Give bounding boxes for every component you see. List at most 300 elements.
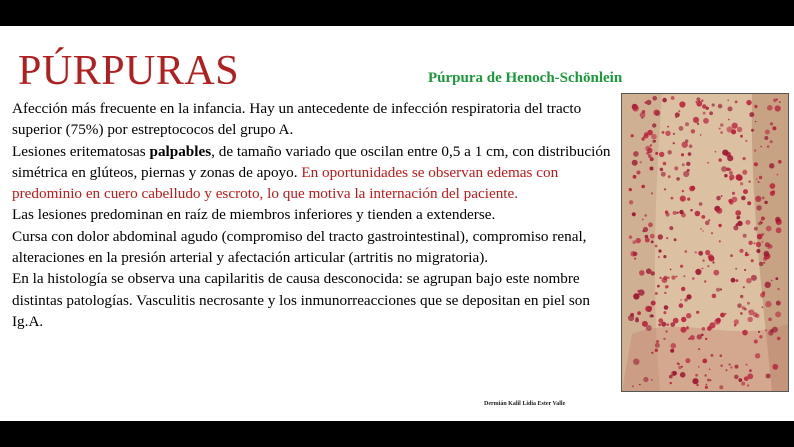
lesion-spot: [679, 210, 683, 214]
lesion-spot: [762, 197, 765, 200]
lesion-spot: [741, 382, 745, 386]
slide-title: PÚRPURAS: [18, 48, 240, 94]
lesion-spot: [664, 188, 666, 190]
lesion-spot: [739, 249, 743, 253]
lesion-spot: [656, 340, 659, 343]
lesion-spot: [641, 137, 644, 140]
lesion-spot: [680, 299, 682, 301]
bold-text: palpables: [149, 142, 212, 160]
lesion-spot: [660, 168, 664, 172]
lesion-spot: [729, 200, 733, 204]
lesion-spot: [706, 384, 708, 386]
lesion-spot: [633, 151, 639, 157]
lesion-spot: [703, 112, 706, 115]
lesion-spot: [693, 117, 699, 123]
lesion-spot: [645, 306, 651, 312]
lesion-spot: [686, 313, 691, 318]
lesion-spot: [640, 161, 642, 163]
lesion-spot: [758, 181, 760, 183]
lesion-spot: [729, 175, 734, 180]
lesion-spot: [633, 252, 638, 257]
lesion-spot: [748, 241, 752, 245]
lesion-spot: [735, 365, 739, 369]
lesion-spot: [710, 379, 712, 381]
lesion-spot: [650, 234, 655, 239]
lesion-spot: [743, 157, 746, 160]
lesion-spot: [695, 269, 701, 275]
lesion-spot: [772, 126, 776, 130]
purpura-leg-photo: [621, 93, 789, 392]
lesion-spot: [660, 277, 662, 279]
lesion-spot: [663, 311, 666, 314]
lesion-spot: [673, 142, 675, 144]
lesion-spot: [730, 366, 732, 368]
lesion-spot: [657, 285, 660, 288]
slide: [0, 26, 794, 421]
lesion-spot: [766, 226, 772, 232]
lesion-spot: [663, 338, 665, 340]
lesion-spot: [645, 146, 650, 151]
lesion-spot: [640, 112, 646, 118]
lesion-spot: [661, 172, 666, 177]
lesion-spot: [670, 349, 674, 353]
paragraph-text: Lesiones eritematosas: [12, 142, 150, 160]
lesion-spot: [756, 249, 760, 253]
lesion-spot: [756, 178, 758, 180]
lesion-spot: [651, 192, 653, 194]
lesion-spot: [712, 103, 715, 106]
lesion-spot: [692, 378, 698, 384]
lesion-spot: [747, 384, 749, 386]
lesion-spot: [644, 214, 647, 217]
lesion-spot: [643, 377, 648, 382]
lesion-spot: [668, 175, 671, 178]
lesion-spot: [749, 181, 751, 183]
lesion-spot: [630, 313, 634, 317]
lesion-spot: [642, 219, 644, 221]
lesion-spot: [743, 189, 748, 194]
lesion-spot: [748, 317, 753, 322]
lesion-spot: [678, 110, 680, 112]
lesion-spot: [663, 255, 666, 258]
lesion-spot: [743, 234, 747, 238]
lesion-spot: [770, 140, 773, 143]
lesion-spot: [711, 232, 713, 234]
lesion-spot: [776, 227, 782, 233]
lesion-spot: [735, 101, 738, 104]
lesion-spot: [745, 253, 748, 256]
lesion-spot: [671, 343, 677, 349]
lesion-spot: [728, 106, 733, 111]
lesion-spot: [740, 182, 743, 185]
lesion-spot: [651, 379, 653, 381]
body-paragraph: [12, 226, 614, 269]
lesion-spot: [765, 242, 770, 247]
lesion-spot: [695, 374, 698, 377]
lesion-spot: [741, 196, 746, 201]
lesion-spot: [659, 152, 664, 157]
lesion-spot: [758, 222, 761, 225]
lesion-spot: [682, 163, 685, 166]
lesion-spot: [681, 327, 687, 333]
lesion-spot: [633, 293, 639, 299]
lesion-spot: [770, 122, 773, 125]
lesion-spot: [729, 168, 732, 171]
lesion-spot: [637, 290, 639, 292]
lesion-spot: [671, 276, 675, 280]
lesion-spot: [773, 99, 777, 103]
lesion-spot: [695, 101, 697, 103]
lesion-spot: [632, 212, 636, 216]
lesion-spot: [629, 188, 632, 191]
paragraph-text: Las lesiones predominan en raíz de miembros inferiores y tienden a extenderse.: [12, 206, 496, 224]
lesion-spot: [742, 170, 747, 175]
lesion-spot: [755, 196, 761, 202]
lesion-spot: [765, 301, 771, 307]
lesion-spot: [679, 303, 684, 308]
lesion-spot: [746, 364, 748, 366]
lesion-spot: [729, 364, 731, 366]
lesion-spot: [775, 311, 781, 317]
lesion-spot: [671, 96, 675, 100]
lesion-spot: [770, 183, 776, 189]
lesion-spot: [775, 277, 778, 280]
credit-text: Dermián Kalil Lidia Ester Valle: [484, 401, 566, 407]
lesion-spot: [724, 174, 727, 177]
lesion-spot: [645, 238, 650, 243]
lesion-spot: [777, 337, 781, 341]
lesion-spot: [676, 177, 680, 181]
lesion-spot: [765, 329, 767, 331]
lesion-spot: [754, 340, 758, 344]
lesion-spot: [740, 312, 743, 315]
lesion-spot: [684, 298, 688, 302]
lesion-spot: [699, 202, 703, 206]
lesion-spot: [716, 208, 722, 214]
lesion-spot: [737, 221, 742, 226]
lesion-spot: [658, 318, 663, 323]
lesion-spot: [652, 123, 656, 127]
lesion-spot: [648, 154, 652, 158]
lesion-spot: [755, 353, 760, 358]
lesion-spot: [764, 251, 770, 257]
lesion-spot: [698, 348, 700, 350]
lesion-spot: [665, 285, 668, 288]
lesion-spot: [720, 365, 722, 367]
lesion-spot: [662, 131, 665, 134]
lesion-spot: [735, 268, 737, 270]
body-paragraph: [12, 141, 614, 205]
lesion-spot: [765, 130, 770, 135]
lesion-spot: [698, 366, 700, 368]
lesion-spot: [751, 129, 754, 132]
lesion-spot: [632, 105, 638, 111]
lesion-spot: [711, 354, 714, 357]
lesion-spot: [697, 334, 702, 339]
lesion-spot: [707, 326, 712, 331]
lesion-spot: [700, 228, 702, 230]
lesion-spot: [763, 262, 765, 264]
lesion-spot: [701, 215, 705, 219]
lesion-spot: [727, 99, 729, 101]
lesion-spot: [720, 313, 725, 318]
lesion-spot: [764, 201, 767, 204]
lesion-spot: [749, 112, 754, 117]
lesion-spot: [707, 162, 709, 164]
lesion-spot: [716, 196, 721, 201]
lesion-spot: [651, 352, 653, 354]
body-paragraph: [12, 98, 614, 141]
lesion-spot: [747, 201, 751, 205]
lesion-spot: [749, 369, 752, 372]
lesion-spot: [655, 245, 658, 248]
lesion-spot: [732, 192, 735, 195]
lesion-spot: [633, 359, 639, 365]
lesion-spot: [696, 97, 700, 101]
lesion-spot: [712, 294, 717, 299]
lesion-spot: [701, 268, 703, 270]
lesion-spot: [691, 129, 695, 133]
highlighted-text: En oportunidades se observan edemas con predominio en cuero cabelludo y escroto, lo que motiva la internación del paciente.: [12, 163, 559, 203]
lesion-spot: [666, 323, 669, 326]
lesion-spot: [762, 241, 764, 243]
lesion-spot: [776, 301, 781, 306]
lesion-spot: [655, 110, 661, 116]
lesion-spot: [645, 101, 647, 103]
lesion-spot: [692, 277, 695, 280]
lesion-spot: [748, 309, 754, 315]
lesion-spot: [715, 151, 717, 153]
lesion-spot: [683, 275, 685, 277]
lesion-spot: [642, 321, 648, 327]
lesion-spot: [765, 282, 771, 288]
lesion-spot: [754, 162, 758, 166]
lesion-spot: [702, 359, 707, 364]
skin-lesions-image: [622, 94, 788, 391]
lesion-spot: [665, 131, 670, 136]
lesion-spot: [663, 276, 667, 280]
lesion-spot: [731, 278, 736, 283]
lesion-spot: [760, 146, 762, 148]
lesion-spot: [639, 270, 645, 276]
lesion-spot: [738, 378, 742, 382]
lesion-spot: [637, 311, 641, 315]
lesion-spot: [685, 358, 690, 363]
paragraph-text: Cursa con dolor abdominal agudo (compromiso del tracto gastrointestinal), compromiso renal, alteraciones en la presión arterial y afectación articular (artritis no migratoria).: [12, 227, 587, 267]
lesion-spot: [719, 240, 721, 242]
lesion-spot: [759, 262, 763, 266]
lesion-spot: [704, 374, 706, 376]
lesion-spot: [673, 318, 679, 324]
body-text: [12, 98, 614, 332]
lesion-spot: [747, 302, 750, 305]
lesion-spot: [721, 195, 723, 197]
lesion-spot: [779, 101, 781, 103]
lesion-spot: [696, 384, 698, 386]
lesion-spot: [761, 217, 765, 221]
image-caption: Púrpura de Henoch-Schönlein: [428, 70, 623, 86]
lesion-spot: [775, 105, 781, 111]
lesion-spot: [666, 330, 668, 332]
lesion-spot: [673, 211, 677, 215]
lesion-spot: [740, 135, 743, 138]
lesion-spot: [662, 98, 667, 103]
lesion-spot: [695, 211, 701, 217]
lesion-spot: [778, 160, 782, 164]
lesion-spot: [712, 261, 714, 263]
lesion-spot: [634, 258, 636, 260]
lesion-spot: [683, 171, 689, 177]
lesion-spot: [690, 209, 692, 211]
lesion-spot: [709, 111, 713, 115]
lesion-spot: [734, 375, 739, 380]
lesion-spot: [664, 305, 669, 310]
lesion-spot: [747, 373, 753, 379]
lesion-spot: [770, 191, 775, 196]
lesion-spot: [709, 256, 715, 262]
lesion-spot: [681, 366, 683, 368]
lesion-spot: [722, 150, 728, 156]
lesion-spot: [751, 259, 754, 262]
lesion-spot: [772, 364, 778, 370]
paragraph-text: En la histología se observa una capilaritis de causa desconocida: se agrupan bajo este nombre distintas patologías. Vasculitis necrosante y los inmunorreacciones que se depositan en piel son Ig.A.: [12, 270, 590, 330]
lesion-spot: [771, 280, 773, 282]
lesion-spot: [680, 265, 683, 268]
lesion-spot: [631, 134, 634, 137]
lesion-spot: [756, 242, 761, 247]
lesion-spot: [636, 317, 639, 320]
lesion-spot: [663, 162, 667, 166]
lesion-spot: [681, 317, 686, 322]
lesion-spot: [777, 288, 779, 290]
lesion-spot: [732, 123, 738, 129]
lesion-spot: [716, 318, 721, 323]
lesion-spot: [648, 222, 653, 227]
lesion-spot: [733, 225, 738, 230]
lesion-spot: [691, 186, 696, 191]
lesion-spot: [679, 126, 684, 131]
lesion-spot: [681, 153, 684, 156]
lesion-spot: [768, 247, 770, 249]
lesion-spot: [687, 198, 690, 201]
lesion-spot: [720, 131, 723, 134]
lesion-spot: [762, 306, 764, 308]
lesion-spot: [763, 257, 767, 261]
paragraph-text: Afección más frecuente en la infancia. Hay un antecedente de infección respiratoria del tracto superior (75%) por estreptococos del grupo A.: [12, 100, 582, 139]
lesion-spot: [755, 121, 757, 123]
lesion-spot: [651, 314, 654, 317]
lesion-spot: [682, 190, 684, 192]
paragraph-text: , de tamaño variado que oscilan entre 0,5 a 1 cm, con distribución simétrica en glúteos, piernas y zonas de apoyo.: [12, 142, 611, 181]
lesion-spot: [751, 275, 757, 281]
lesion-spot: [745, 220, 750, 225]
lesion-spot: [652, 140, 655, 143]
lesion-spot: [727, 126, 733, 132]
lesion-spot: [726, 369, 728, 371]
lesion-spot: [716, 288, 720, 292]
lesion-spot: [757, 234, 763, 240]
lesion-spot: [719, 385, 723, 389]
lesion-spot: [658, 249, 661, 252]
lesion-spot: [668, 150, 672, 154]
lesion-spot: [685, 122, 689, 126]
lesion-spot: [632, 160, 638, 166]
lesion-spot: [719, 128, 721, 130]
lesion-spot: [702, 104, 706, 108]
lesion-spot: [658, 234, 663, 239]
lesion-spot: [701, 100, 703, 102]
lesion-spot: [729, 171, 733, 175]
lesion-spot: [754, 105, 757, 108]
lesion-spot: [759, 335, 762, 338]
lesion-spot: [696, 101, 702, 107]
lesion-spot: [735, 210, 741, 216]
lesion-spot: [760, 293, 765, 298]
lesion-spot: [766, 374, 771, 379]
lesion-spot: [629, 200, 633, 204]
lesion-spot: [667, 126, 669, 128]
lesion-spot: [754, 227, 758, 231]
lesion-spot: [718, 224, 721, 227]
lesion-spot: [745, 140, 747, 142]
lesion-spot: [652, 96, 657, 101]
lesion-spot: [742, 306, 745, 309]
lesion-spot: [651, 241, 654, 244]
lesion-spot: [655, 292, 658, 295]
lesion-spot: [734, 319, 739, 324]
lesion-spot: [756, 205, 761, 210]
body-paragraph: [12, 204, 614, 225]
lesion-spot: [702, 230, 704, 232]
lesion-spot: [637, 171, 641, 175]
lesion-spot: [665, 211, 668, 214]
lesion-spot: [700, 134, 702, 136]
lesion-spot: [679, 101, 685, 107]
lesion-spot: [703, 260, 705, 262]
lesion-spot: [721, 166, 727, 172]
lesion-spot: [682, 142, 688, 148]
lesion-spot: [695, 251, 697, 253]
lesion-spot: [642, 230, 644, 232]
lesion-spot: [641, 185, 645, 189]
lesion-spot: [767, 105, 773, 111]
lesion-spot: [680, 196, 686, 202]
lesion-spot: [633, 175, 637, 179]
lesion-spot: [650, 167, 654, 171]
lesion-spot: [742, 330, 748, 336]
lesion-spot: [673, 133, 675, 135]
lesion-spot: [703, 118, 709, 124]
lesion-spot: [671, 197, 674, 200]
lesion-spot: [655, 349, 658, 352]
lesion-spot: [759, 176, 762, 179]
lesion-spot: [629, 235, 632, 238]
lesion-spot: [669, 226, 673, 230]
lesion-spot: [743, 286, 745, 288]
lesion-spot: [730, 254, 733, 257]
lesion-spot: [736, 216, 739, 219]
lesion-spot: [768, 318, 772, 322]
lesion-spot: [736, 174, 742, 180]
lesion-spot: [655, 343, 660, 348]
lesion-spot: [698, 251, 703, 256]
lesion-spot: [674, 238, 677, 241]
lesion-spot: [718, 104, 723, 109]
lesion-spot: [651, 301, 656, 306]
lesion-spot: [737, 303, 742, 308]
lesion-spot: [644, 132, 648, 136]
lesion-spot: [636, 238, 641, 243]
